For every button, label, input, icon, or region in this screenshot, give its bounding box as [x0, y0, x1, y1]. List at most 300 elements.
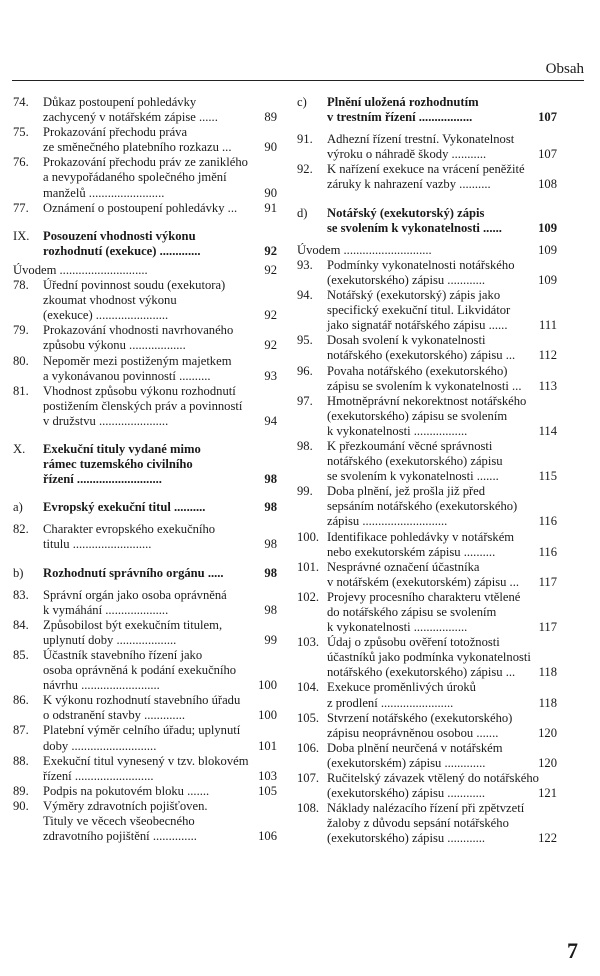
toc-entry	[13, 693, 277, 723]
entry-text-line	[327, 303, 557, 318]
entry-text-line	[327, 177, 557, 192]
entry-text: v notářském (exekutorském) zápisu ...	[327, 574, 519, 589]
toc-entry	[297, 243, 557, 258]
entry-text-line	[43, 170, 277, 185]
toc-entry	[13, 618, 277, 648]
entry-number: 108.	[297, 801, 320, 816]
entry-text: Výměry zdravotních pojišťoven.	[43, 798, 208, 813]
entry-page: 109	[538, 272, 557, 287]
entry-page: 103	[258, 768, 277, 783]
entry-text: sepsáním notářského (exekutorského)	[327, 499, 518, 514]
entry-text-line	[327, 514, 557, 529]
entry-text-line	[43, 110, 277, 125]
entry-text-line	[327, 206, 557, 221]
entry-text-line	[43, 229, 277, 244]
entry-text: zápisu se svolením k vykonatelnosti ...	[327, 378, 522, 393]
entry-text: Prokazování přechodu práv ze zaniklého	[43, 155, 248, 170]
entry-text-line	[43, 369, 277, 384]
entry-text: Projevy procesního charakteru vtělené	[327, 589, 521, 604]
entry-text: Nesprávné označení účastníka	[327, 559, 480, 574]
entry-text-line	[327, 95, 557, 110]
entry-text: Úřední povinnost soudu (exekutora)	[43, 278, 226, 293]
entry-text: zachycený v notářském zápise ......	[43, 110, 218, 125]
entry-text: Podpis na pokutovém bloku .......	[43, 783, 210, 798]
entry-text-line	[327, 394, 557, 409]
entry-page: 98	[264, 500, 277, 515]
entry-text-line	[327, 469, 557, 484]
entry-number: IX.	[13, 228, 30, 243]
entry-text: a nevypořádaného společného jmění	[43, 170, 227, 185]
toc-subsection	[13, 500, 277, 515]
entry-text: osoba oprávněná k podání exekučního	[43, 663, 237, 678]
entry-text-line	[43, 442, 277, 457]
entry-text: Platební výměr celního úřadu; uplynutí	[43, 723, 241, 738]
entry-text: jako signatář notářského zápisu ......	[327, 318, 508, 333]
entry-text: Posouzení vhodnosti výkonu	[43, 228, 196, 243]
entry-page: 90	[264, 140, 277, 155]
entry-text: Tituly ve věcech všeobecného	[43, 814, 195, 829]
entry-text-line	[327, 650, 557, 665]
entry-text-line	[327, 318, 557, 333]
entry-text: k vykonatelnosti .................	[327, 423, 468, 438]
entry-text-line	[43, 323, 277, 338]
toc-entry	[297, 333, 557, 363]
entry-text: notářského (exekutorského) zápisu ...	[327, 348, 516, 363]
entry-text-line	[327, 816, 557, 831]
entry-text: Účastník stavebního řízení jako	[43, 648, 203, 662]
entry-text-line	[43, 140, 277, 155]
entry-number: 89.	[13, 783, 29, 798]
entry-text: Důkaz postoupení pohledávky	[43, 95, 197, 109]
entry-text: zápisu neoprávněnou osobou .......	[327, 725, 499, 740]
entry-text-line	[327, 409, 557, 424]
entry-number: 98.	[297, 438, 313, 453]
entry-text: Správní orgán jako osoba oprávněná	[43, 587, 227, 602]
entry-text: Adhezní řízení trestní. Vykonatelnost	[327, 132, 515, 147]
page-number: 7	[567, 938, 578, 963]
entry-page: 92	[264, 243, 277, 258]
toc-entry	[13, 799, 277, 844]
toc-entry	[13, 588, 277, 618]
entry-text: postižením členských práv a povinností	[43, 398, 243, 413]
entry-text-line	[43, 678, 277, 693]
entry-text-line	[43, 708, 277, 723]
entry-number: X.	[13, 441, 26, 456]
entry-text-line	[327, 771, 557, 786]
entry-text-line	[327, 711, 557, 726]
entry-text-line	[327, 726, 557, 741]
entry-text: K nařízení exekuce na vrácení peněžité	[327, 162, 525, 177]
entry-page: 117	[538, 620, 557, 635]
entry-page: 90	[264, 185, 277, 200]
toc-entry	[13, 278, 277, 323]
entry-page: 91	[264, 200, 277, 215]
toc-entry	[13, 263, 277, 278]
entry-page: 109	[538, 242, 557, 257]
entry-text-line	[327, 635, 557, 650]
entry-text: Prokazování vhodnosti navrhovaného	[43, 323, 234, 338]
entry-text-line	[43, 522, 277, 537]
entry-text: k vykonatelnosti .................	[327, 620, 468, 635]
entry-page: 121	[538, 786, 557, 801]
entry-page: 120	[538, 755, 557, 770]
entry-text-line	[43, 384, 277, 399]
entry-text-line	[43, 399, 277, 414]
entry-number: 85.	[13, 648, 29, 662]
entry-text: manželů ........................	[43, 185, 165, 200]
entry-page: 98	[264, 537, 277, 552]
entry-number: b)	[13, 565, 24, 580]
entry-number: 75.	[13, 125, 29, 140]
entry-number: 76.	[13, 155, 29, 170]
toc-entry	[13, 384, 277, 429]
entry-text-line	[43, 155, 277, 170]
entry-page: 100	[258, 678, 277, 693]
toc-entry	[297, 680, 557, 710]
toc-section	[13, 229, 277, 259]
toc-entry	[13, 648, 277, 693]
entry-text-line	[43, 603, 277, 618]
entry-text: Náklady nalézacího řízení při zpětvzetí	[327, 801, 525, 816]
running-header	[12, 58, 584, 81]
entry-text: Vhodnost způsobu výkonu rozhodnutí	[43, 383, 236, 398]
entry-text-line	[327, 680, 557, 695]
entry-page: 122	[538, 831, 557, 846]
entry-text-line	[327, 348, 557, 363]
entry-text-line	[327, 741, 557, 756]
entry-number: 74.	[13, 95, 29, 109]
entry-page: 105	[258, 783, 277, 798]
entry-text: K výkonu rozhodnutí stavebního úřadu	[43, 693, 241, 708]
entry-text-line	[43, 500, 277, 515]
entry-text: Ručitelský závazek vtělený do notářského	[327, 771, 539, 786]
entry-text: specifický exekuční titul. Likvidátor	[327, 303, 511, 318]
toc-entry	[13, 125, 277, 155]
entry-number: 105.	[297, 710, 320, 725]
entry-text: Údaj o způsobu ověření totožnosti	[327, 635, 500, 650]
entry-number: 104.	[297, 680, 320, 695]
entry-text: řízení .........................	[43, 768, 154, 783]
entry-number: 93.	[297, 257, 313, 272]
entry-text: Úvodem ............................	[13, 262, 148, 277]
entry-text: Exekuční titul vynesený v tzv. blokovém	[43, 753, 249, 768]
entry-text: Stvrzení notářského (exekutorského)	[327, 710, 513, 725]
entry-number: 96.	[297, 363, 313, 378]
entry-text: Exekuce proměnlivých úroků	[327, 680, 476, 695]
entry-text: rámec tuzemského civilního	[43, 457, 193, 472]
entry-text-line	[327, 696, 557, 711]
entry-number: 84.	[13, 617, 29, 632]
toc-entry	[297, 711, 557, 741]
entry-text: žaloby z důvodu sepsání notářského	[327, 816, 509, 831]
entry-page: 109	[538, 220, 557, 235]
entry-text-line	[327, 424, 557, 439]
entry-text: Oznámení o postoupení pohledávky ...	[43, 200, 238, 215]
entry-number: 90.	[13, 798, 29, 813]
entry-text: (exekutorského) zápisu ............	[327, 786, 486, 801]
entry-text-line	[327, 110, 557, 125]
entry-text-line	[327, 288, 557, 303]
entry-text: (exekuce) .......................	[43, 308, 169, 323]
entry-number: 92.	[297, 162, 313, 177]
entry-text: Evropský exekuční titul ..........	[43, 500, 206, 515]
entry-text-line	[43, 723, 277, 738]
entry-text-line	[327, 379, 557, 394]
entry-text: nebo exekutorském zápisu ..........	[327, 544, 496, 559]
entry-page: 117	[538, 574, 557, 589]
entry-text-line	[327, 575, 557, 590]
entry-text-line	[327, 147, 557, 162]
toc-entry	[297, 530, 557, 560]
entry-text: Podmínky vykonatelnosti notářského	[327, 257, 515, 272]
entry-page: 98	[264, 472, 277, 487]
entry-number: 78.	[13, 278, 29, 293]
entry-text-line	[43, 201, 277, 216]
entry-text: Povaha notářského (exekutorského)	[327, 363, 508, 378]
toc-entry	[13, 155, 277, 200]
entry-text-line	[43, 693, 277, 708]
entry-text: Doba plnění, jež prošla již před	[327, 484, 486, 499]
entry-text: Způsobilost být exekučním titulem,	[43, 617, 223, 632]
entry-text-line	[327, 439, 557, 454]
entry-page: 99	[264, 632, 277, 647]
entry-page: 115	[538, 469, 557, 484]
entry-text-line	[43, 588, 277, 603]
entry-text: a vykonávanou povinností ..........	[43, 368, 211, 383]
toc-entry	[297, 741, 557, 771]
entry-number: 95.	[297, 333, 313, 348]
entry-number: 99.	[297, 484, 313, 499]
entry-text-line	[43, 244, 277, 259]
toc-entry	[297, 590, 557, 635]
entry-text: záruky k nahrazení vazby ..........	[327, 177, 491, 192]
entry-text: o odstranění stavby .............	[43, 708, 186, 723]
entry-text: (exekutorském) zápisu .............	[327, 755, 486, 770]
entry-text-line	[327, 665, 557, 680]
entry-number: 82.	[13, 522, 29, 537]
entry-text-line	[327, 831, 557, 846]
entry-text-line	[43, 618, 277, 633]
entry-text-line	[43, 125, 277, 140]
entry-text-line	[327, 499, 557, 514]
entry-page: 93	[264, 368, 277, 383]
toc-entry	[297, 162, 557, 192]
entry-page: 107	[538, 110, 557, 125]
entry-page: 116	[538, 514, 557, 529]
entry-text: zápisu ...........................	[327, 514, 448, 529]
toc-entry	[297, 560, 557, 590]
entry-text: se svolením k vykonatelnosti ......	[327, 220, 502, 235]
entry-text-line	[327, 273, 557, 288]
entry-text: Doba plnění neurčená v notářském	[327, 740, 503, 755]
toc-entry	[297, 288, 557, 333]
entry-text: ze směnečného platebního rozkazu ...	[43, 140, 232, 155]
entry-text-line	[43, 278, 277, 293]
entry-text: (exekutorského) zápisu ............	[327, 831, 486, 846]
entry-number: 106.	[297, 740, 320, 755]
entry-text-line	[297, 243, 557, 258]
entry-page: 92	[264, 338, 277, 353]
entry-number: 87.	[13, 723, 29, 738]
toc-right-column	[297, 95, 557, 847]
entry-page: 101	[258, 738, 277, 753]
entry-number: c)	[297, 95, 307, 109]
entry-text: v trestním řízení .................	[327, 110, 473, 125]
entry-text: návrhu .........................	[43, 678, 160, 693]
toc-entry	[297, 771, 557, 801]
entry-text-line	[327, 545, 557, 560]
entry-text: Plnění uložená rozhodnutím	[327, 95, 479, 109]
entry-text-line	[43, 338, 277, 353]
entry-page: 106	[258, 829, 277, 844]
entry-page: 114	[538, 423, 557, 438]
entry-text-line	[43, 663, 277, 678]
entry-page: 98	[264, 602, 277, 617]
entry-text: řízení ...........................	[43, 472, 162, 487]
entry-page: 111	[539, 318, 557, 333]
entry-text: zdravotního pojištění ..............	[43, 829, 197, 844]
entry-page: 120	[538, 725, 557, 740]
entry-text-line	[327, 221, 557, 236]
header-title: Obsah	[545, 61, 584, 77]
entry-text: (exekutorského) zápisu ............	[327, 272, 486, 287]
toc-entry	[13, 201, 277, 216]
entry-text-line	[43, 648, 277, 663]
entry-text-line	[43, 829, 277, 844]
toc-entry	[297, 484, 557, 529]
entry-text-line	[43, 414, 277, 429]
entry-text: Hmotněprávní nekorektnost notářského	[327, 393, 527, 408]
entry-text-line	[43, 769, 277, 784]
toc-entry	[13, 95, 277, 125]
entry-page: 100	[258, 708, 277, 723]
entry-text: se svolením k vykonatelnosti .......	[327, 469, 499, 484]
entry-text-line	[327, 132, 557, 147]
entry-page: 94	[264, 413, 277, 428]
toc-entry	[13, 754, 277, 784]
entry-page: 107	[538, 147, 557, 162]
entry-text: Úvodem ............................	[297, 242, 432, 257]
entry-number: 79.	[13, 323, 29, 338]
toc-entry	[297, 801, 557, 846]
toc-entry	[297, 258, 557, 288]
entry-text-line	[43, 799, 277, 814]
entry-number: 103.	[297, 635, 320, 650]
entry-number: d)	[297, 205, 308, 220]
entry-text: do notářského zápisu se svolením	[327, 605, 497, 619]
entry-text-line	[43, 186, 277, 201]
toc-entry	[297, 439, 557, 484]
entry-text-line	[43, 457, 277, 472]
entry-text: Notářský (exekutorský) zápis jako	[327, 288, 501, 303]
entry-text: titulu .........................	[43, 537, 152, 552]
toc-entry	[13, 723, 277, 753]
entry-text: doby ...........................	[43, 738, 157, 753]
entry-page: 112	[538, 348, 557, 363]
entry-page: 98	[264, 565, 277, 580]
entry-page: 92	[264, 308, 277, 323]
entry-text-line	[327, 162, 557, 177]
entry-text: Charakter evropského exekučního	[43, 522, 216, 537]
entry-text: Prokazování přechodu práva	[43, 125, 188, 140]
entry-number: 83.	[13, 587, 29, 602]
entry-text-line	[327, 258, 557, 273]
entry-number: 102.	[297, 589, 320, 604]
entry-page: 89	[264, 110, 277, 125]
toc-entry	[13, 323, 277, 353]
entry-text-line	[327, 590, 557, 605]
entry-text: Exekuční tituly vydané mimo	[43, 441, 201, 456]
entry-text-line	[43, 354, 277, 369]
entry-page: 118	[538, 695, 557, 710]
entry-text-line	[43, 537, 277, 552]
entry-text-line	[327, 605, 557, 620]
toc-subsection	[297, 206, 557, 236]
entry-text-line	[327, 364, 557, 379]
entry-text-line	[43, 633, 277, 648]
toc-entry	[297, 364, 557, 394]
toc-entry	[13, 354, 277, 384]
entry-text-line	[43, 472, 277, 487]
entry-text-line	[43, 784, 277, 799]
entry-text-line	[327, 333, 557, 348]
entry-text: notářského (exekutorského) zápisu	[327, 454, 503, 469]
entry-text-line	[13, 263, 277, 278]
entry-text-line	[43, 566, 277, 581]
entry-text-line	[327, 560, 557, 575]
toc-subsection	[13, 566, 277, 581]
entry-text-line	[327, 756, 557, 771]
entry-text-line	[43, 739, 277, 754]
entry-text-line	[43, 814, 277, 829]
entry-number: 94.	[297, 288, 313, 303]
entry-text: rozhodnutí (exekuce) .............	[43, 243, 201, 258]
entry-number: 86.	[13, 693, 29, 708]
entry-text: k vymáhání ....................	[43, 602, 169, 617]
entry-number: 81.	[13, 383, 29, 398]
entry-number: 107.	[297, 771, 320, 786]
entry-text-line	[327, 484, 557, 499]
entry-text: Nepoměr mezi postiženým majetkem	[43, 353, 232, 368]
entry-text-line	[43, 95, 277, 110]
entry-text-line	[43, 754, 277, 769]
toc-entry	[297, 394, 557, 439]
entry-text: způsobu výkonu ..................	[43, 338, 186, 353]
entry-text-line	[327, 530, 557, 545]
entry-text: K přezkoumání věcné správnosti	[327, 438, 493, 453]
entry-number: 77.	[13, 200, 29, 215]
entry-text: Rozhodnutí správního orgánu .....	[43, 565, 224, 580]
entry-number: 80.	[13, 353, 29, 368]
toc-entry	[13, 522, 277, 552]
entry-page: 113	[538, 378, 557, 393]
entry-number: 91.	[297, 132, 313, 147]
entry-text: zkoumat vhodnost výkonu	[43, 293, 177, 308]
entry-page: 92	[264, 262, 277, 277]
entry-text-line	[327, 786, 557, 801]
toc-entry	[297, 635, 557, 680]
entry-number: 97.	[297, 393, 313, 408]
entry-text-line	[327, 454, 557, 469]
entry-text: Notářský (exekutorský) zápis	[327, 205, 485, 220]
entry-text-line	[327, 801, 557, 816]
entry-text: notářského (exekutorského) zápisu ...	[327, 665, 516, 680]
entry-text: Dosah svolení k vykonatelnosti	[327, 333, 486, 348]
toc-left-column	[13, 95, 277, 844]
entry-text: výroku o náhradě škody ...........	[327, 147, 487, 162]
toc-subsection	[297, 95, 557, 125]
entry-text-line	[43, 293, 277, 308]
